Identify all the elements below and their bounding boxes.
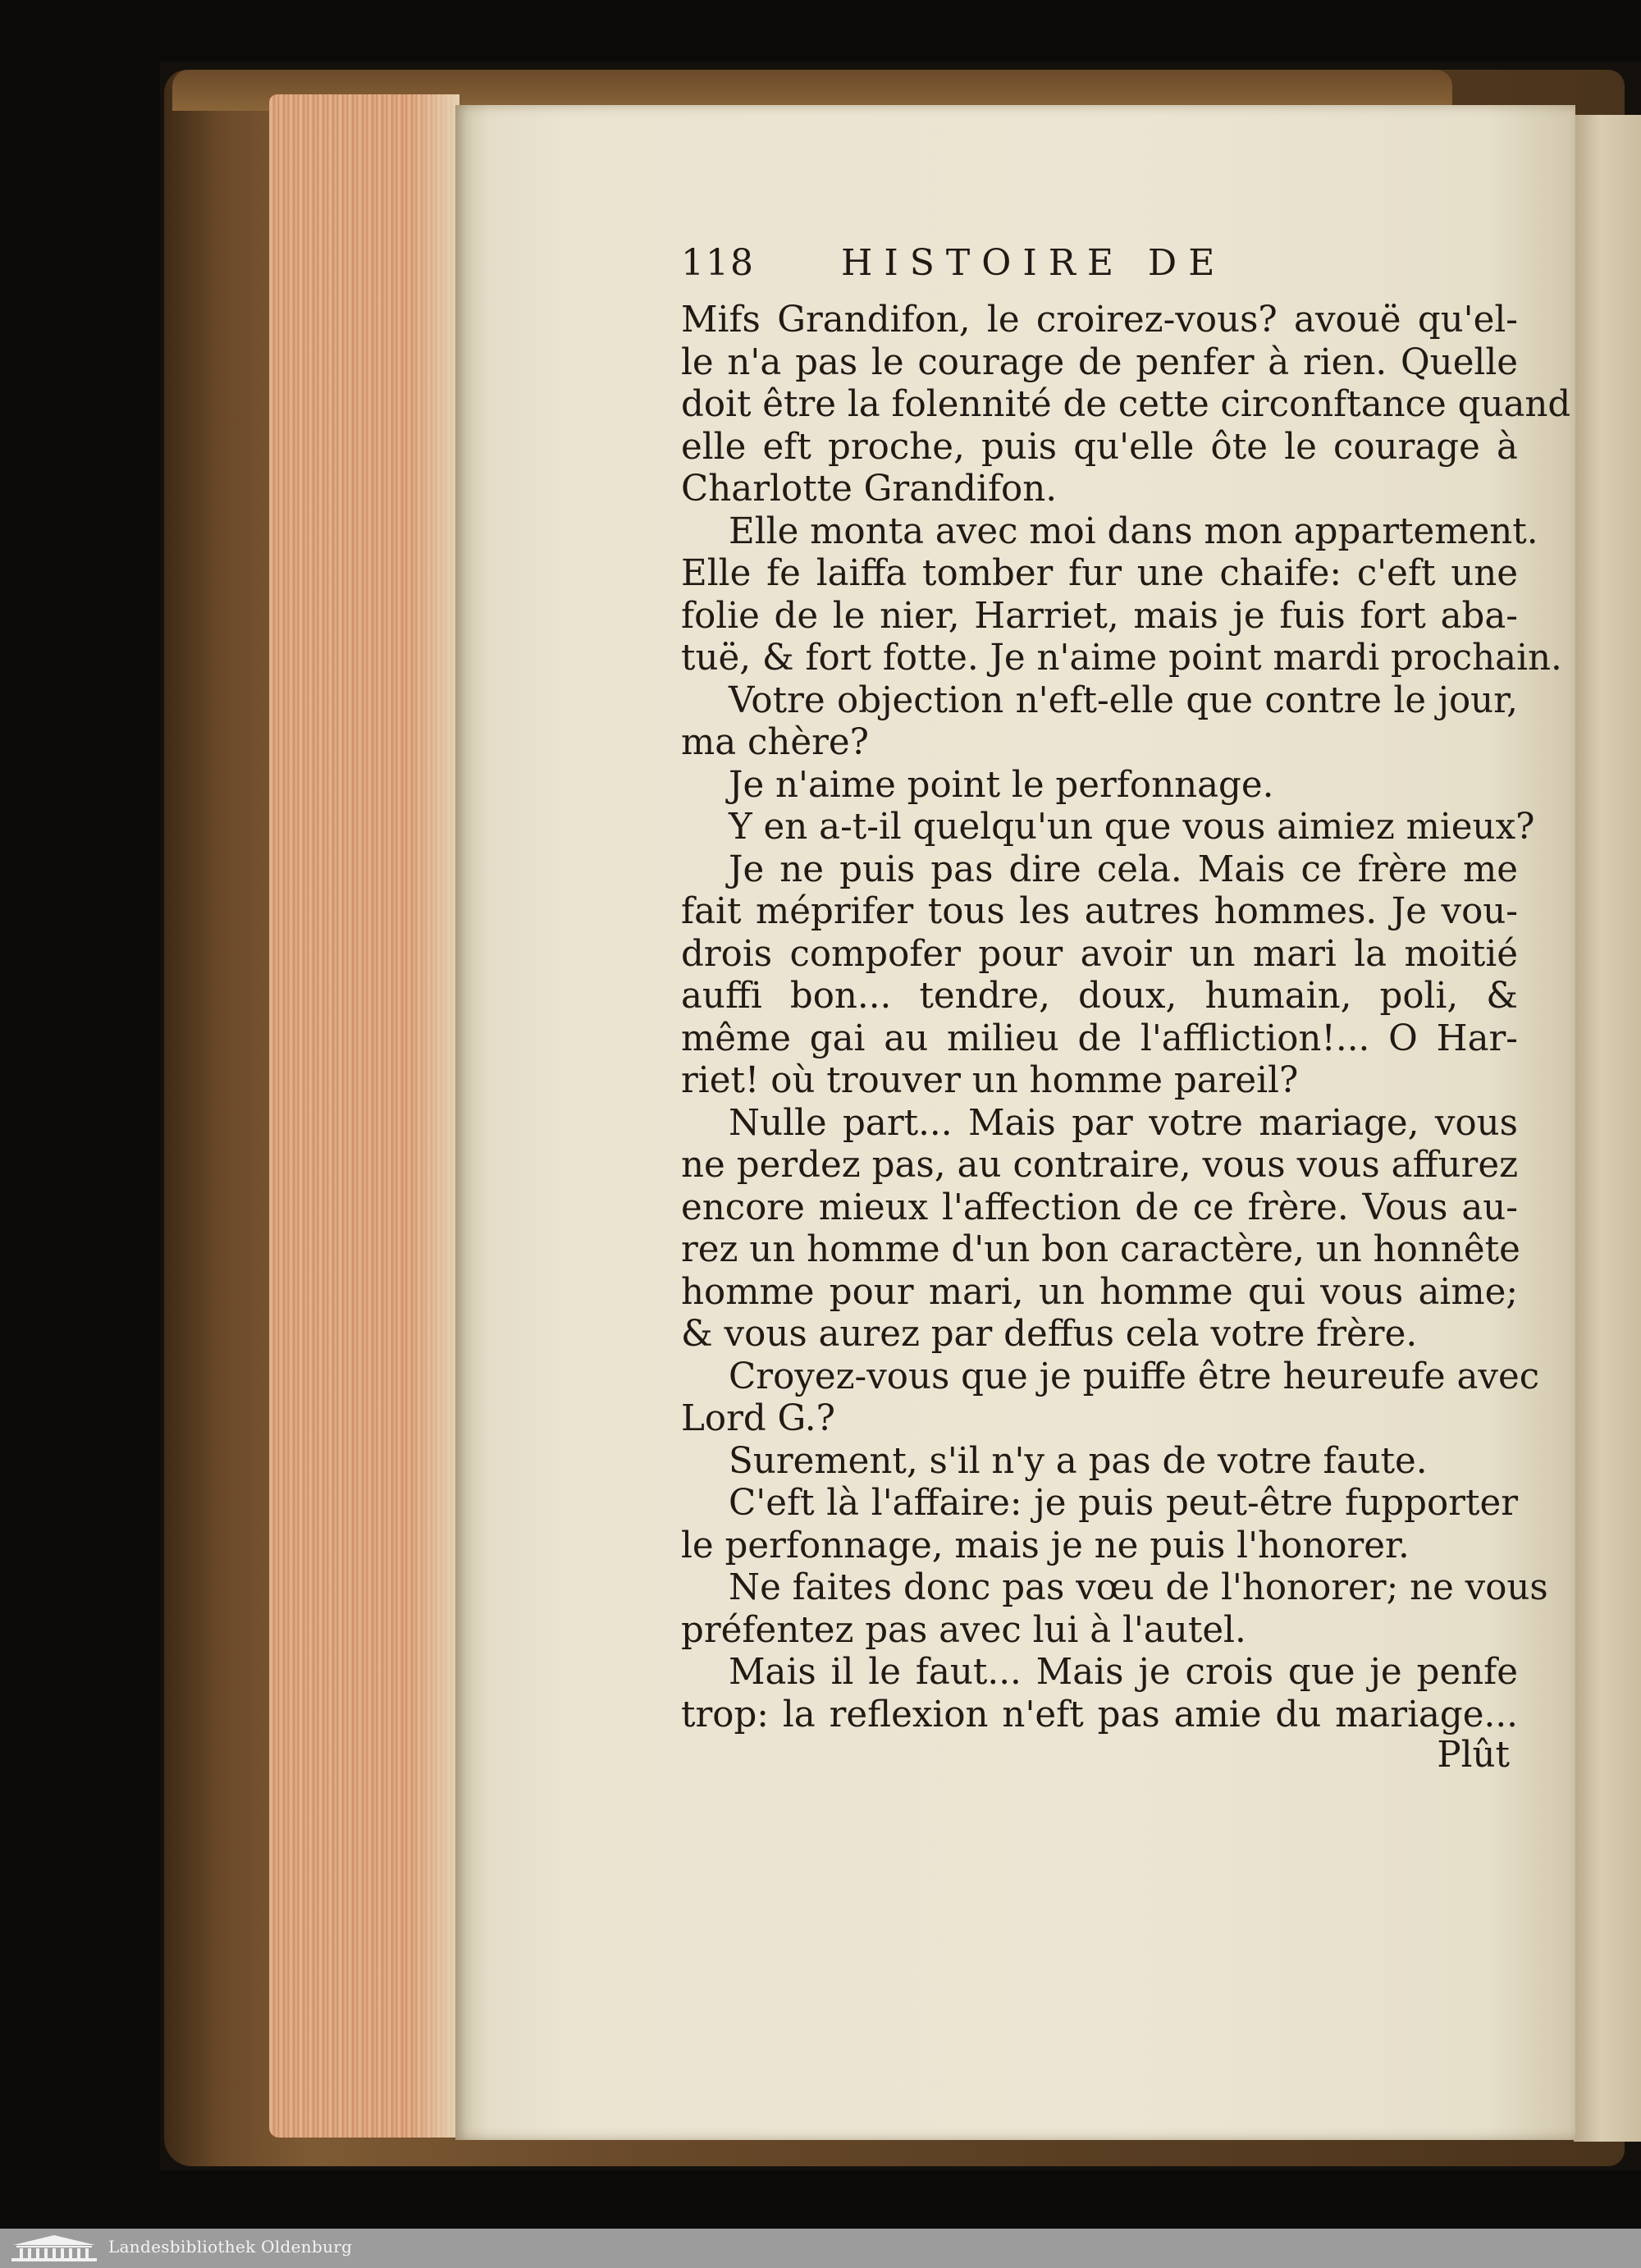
text-line: même gai au milieu de l'affliction!... O Har- xyxy=(681,1017,1518,1059)
text-line: Je ne puis pas dire cela. Mais ce frère me xyxy=(729,848,1518,890)
library-building-icon xyxy=(10,2234,98,2263)
text-line: Ne faites donc pas vœu de l'honorer; ne vous xyxy=(729,1567,1548,1608)
text-line: Y en a-t-il quelqu'un que vous aimiez mieux? xyxy=(729,807,1535,848)
text-line: homme pour mari, un homme qui vous aime; xyxy=(681,1271,1518,1313)
text-line: Je n'aime point le perfonnage. xyxy=(729,764,1274,806)
text-line: rez un homme d'un bon caractère, un honnête xyxy=(681,1229,1520,1270)
text-line: Elle fe laiffa tomber fur une chaife: c'eft une xyxy=(681,553,1518,594)
text-line: préfentez pas avec lui à l'autel. xyxy=(681,1609,1246,1651)
text-line: le perfonnage, mais je ne puis l'honorer. xyxy=(681,1525,1410,1566)
text-line: tuë, & fort fotte. Je n'aime point mardi prochain. xyxy=(681,638,1562,679)
text-line: elle eft proche, puis qu'elle ôte le courage à xyxy=(681,426,1518,468)
page-header xyxy=(681,242,1518,285)
text-line: ne perdez pas, au contraire, vous vous affurez xyxy=(681,1145,1518,1186)
text-line: Mais il le faut... Mais je crois que je penfe xyxy=(729,1652,1518,1693)
text-line: Nulle part... Mais par votre mariage, vous xyxy=(729,1102,1518,1144)
text-line: Croyez-vous que je puiffe être heureufe avec xyxy=(729,1356,1540,1397)
text-line: trop: la reflexion n'eft pas amie du mariage... xyxy=(681,1694,1518,1735)
text-line: Elle monta avec moi dans mon appartement. xyxy=(729,510,1538,552)
text-line: Lord G.? xyxy=(681,1398,835,1439)
text-line: le n'a pas le courage de penfer à rien. Quelle xyxy=(681,341,1518,383)
catchword: Plût xyxy=(1437,1735,1510,1776)
text-line: C'eft là l'affaire: je puis peut-être fupporter xyxy=(729,1483,1518,1524)
facing-page-edge xyxy=(1574,115,1641,2142)
footer-bar xyxy=(0,2229,1641,2268)
text-line: Charlotte Grandifon. xyxy=(681,469,1058,510)
page-edges xyxy=(269,94,459,2138)
text-line: riet! où trouver un homme pareil? xyxy=(681,1060,1299,1101)
text-line: fait méprifer tous les autres hommes. Je vou- xyxy=(681,891,1518,932)
text-line: auffi bon... tendre, doux, humain, poli, & xyxy=(681,976,1518,1017)
page-text-block xyxy=(681,242,1571,1776)
text-line: Mifs Grandifon, le croirez-vous? avouë qu'el- xyxy=(681,300,1518,341)
text-line: doit être la folennité de cette circonftance quand xyxy=(681,384,1571,425)
running-head: HISTOIRE DE xyxy=(841,242,1227,284)
text-line: ma chère? xyxy=(681,722,869,763)
text-line: & vous aurez par deffus cela votre frère. xyxy=(681,1314,1418,1355)
library-name: Landesbibliothek Oldenburg xyxy=(108,2237,353,2257)
text-line: folie de le nier, Harriet, mais je fuis fort aba- xyxy=(681,595,1518,637)
text-line: Votre objection n'eft-elle que contre le jour, xyxy=(729,679,1518,721)
page-number: 118 xyxy=(681,242,755,284)
text-line: encore mieux l'affection de ce frère. Vous au- xyxy=(681,1187,1518,1228)
text-line: drois compofer pour avoir un mari la moitié xyxy=(681,933,1518,975)
text-line: Surement, s'il n'y a pas de votre faute. xyxy=(729,1440,1428,1482)
